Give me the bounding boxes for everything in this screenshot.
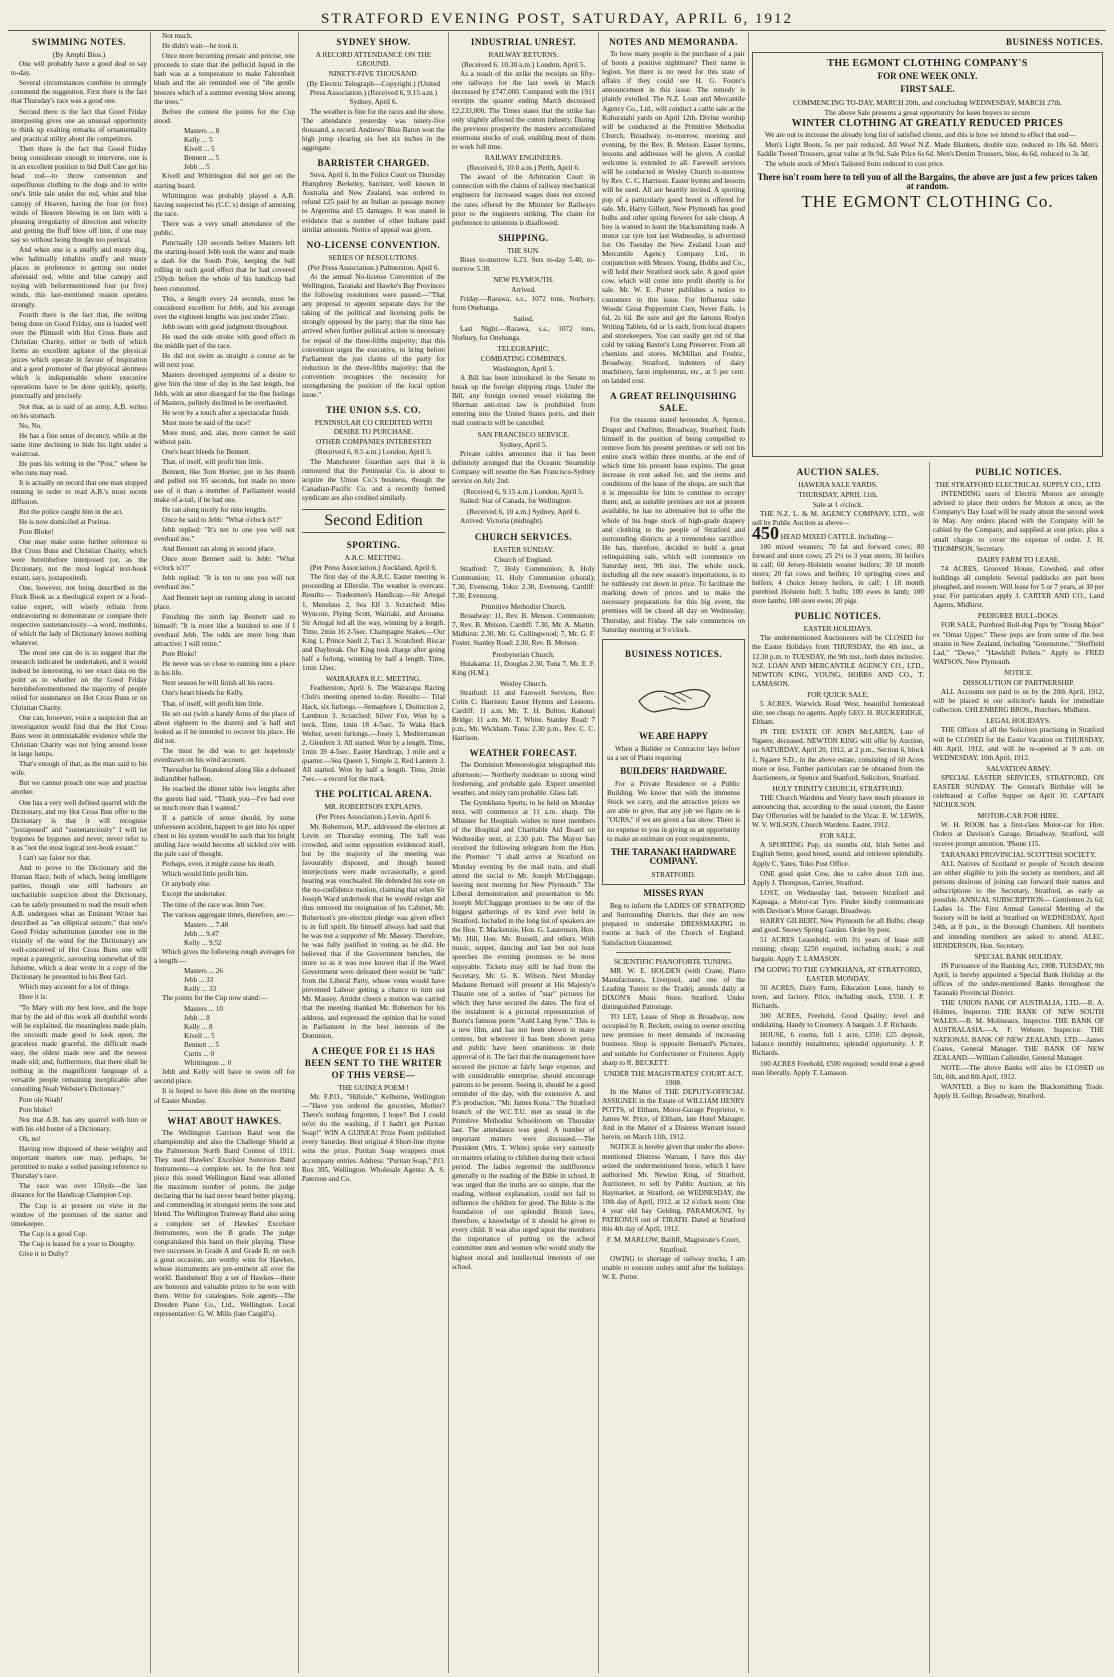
union-sub: PENINSULAR CO CREDITED WITH DESIRE TO PURCHASE. [314,418,433,437]
swimming-paragraph: That, of itself, will profit him little. [162,458,264,467]
score-row: Kivell ... 5 [184,145,215,154]
thursday: THURSDAY, APRIL 11th. [798,490,878,500]
political-credit: (Per Press Association.) Levin, April 6. [315,812,432,822]
piano-heading: SCIENTIFIC PIANOFORTE TUNING. [613,956,734,966]
swimming-heading: SWIMMING NOTES. [31,37,126,47]
first-sale: FIRST SALE. [900,84,955,95]
swimming-paragraph: One can, however, voice a suspicion that an investigation would find that the Hot Cross Buns were in unmistakable evidence while the Christian Charity was not lying around loose in large lumps. [11,713,147,759]
quick-text: 5 ACRES, Warwick Road West, beautiful homestead site; see cheap; no agents. Apply GEO. H. BUCKERIDGE, Eltham. [752,699,924,727]
unrest-sub: RAILWAY RETURNS. [488,50,559,59]
cow-text: ONE good quiet Cow, due to calve about 11th inst. Apply J. Thompson, Carrier, Stratford. [752,869,924,887]
points-table [154,127,295,172]
winter-heading: WINTER CLOTHING AT GREATLY REDUCED PRICES [791,118,1064,130]
happy-text: When a Builder or Contractor lays before us a set of Plans requiring [607,744,740,762]
swimming-paragraph: Not much. [162,32,193,40]
auction-heading: AUCTION SALES. [796,467,880,477]
unrest-credit: (Received 6, 10.30 a.m.) London, April 5. [461,60,586,70]
house-text: HOUSE, 6 rooms, full 1 acre, £350; £25 deposit, balance monthly instalments; splendid opportunity. J. P. Richards. [752,1031,924,1058]
score-row: Jebb ... 8 [184,1013,210,1022]
union-sub2: OTHER COMPANIES INTERESTED [315,437,432,447]
times-table [154,921,295,948]
weather-text: The Dominion Meteorologist telegraphed this afternoon:— Northerly moderate to strong wind freshening, and probable gale. Expect unsettled weather, and misty rain probable. Glass fall. [452,761,595,797]
swimming-paragraph: Once he said to Jebb: "What o'clock is't?" [162,515,283,524]
sailed-text: Last Night.—Rarawa, s.s., 1072 tons, Norbury, for Onehunga. [452,324,595,342]
public-notices-column [929,462,1106,1673]
swimming-paragraph: The Cup is a good Cup. [19,1229,88,1238]
swimming-paragraph: I can't say fairer nor that. [19,854,91,863]
swimming-paragraph: One may make some further reference to Hot Cross Buns and Christian Charity, which were hereinbefore interposed (or, as the Dictionary, not the most logical text-book extant, says, juxtaposited). [11,537,147,583]
estate-text: IN THE ESTATE OF JOHN McLAREN, Late of Ngaere, deceased. NEWTON KING will offer by Auction, on SATURDAY, April 20, 1912, at 2 p.m., Section 6, block 1, Ngaere S.D., in the above estate, consisting of 60 Acres more or less. Further particulars can be obtained from the Auctioneers, or Spence and Stanford, Solicitors, Stratford. [752,728,924,782]
arc-credit: (Per Press Association.) Auckland, April 6. [310,563,437,573]
acres50-text: 50 ACRES, Dairy Farm, Education Lease, handy to town, and factory. Price, including stock, £550. J. P. Richards. [752,983,924,1010]
business-notices-header: BUSINESS NOTICES. [1005,37,1103,47]
sanfran-credit2: (Received 6, 9.15 a.m.) London, April 5. [463,487,584,497]
score-row: Masters ... 26 [184,967,223,976]
wanted-text: WANTED, a Boy to learn the Blacksmithing Trade. Apply H. Gollop, Broadway, Stratford. [933,1083,1104,1101]
swimming-paragraph: The Cup is at present on view in the window of the premises of the starter and timekeeper. [11,1201,147,1228]
swimming-paragraph: He has a fine sense of decency, while at the same time declining to hide his light under a waistcoat. [11,431,147,459]
church-meth-text: Broadway: 11, Rev. B. Metson. Communion; 7, Rev. B. Metson. Cardiff: 7.30, Mr. A. Martin. Midhirst: 2.30, Mr. G. Collingwood; 7, Mr. G. F. Foster. Stanley Road: 2.30, Rev. B. Metson. [452,612,595,648]
swimming-paragraph: If a particle of sense should, by some unforeseen accident, happen to get into his upper chest to his system would be such that his bright smiling face would become all sickled o'er with the pale cast of thought. [154,813,295,859]
combines-credit: Washington, April 5. [492,363,555,373]
relinq-text: For the reasons stated hereunder, A. Spence, Draper and Outfitter, Broadway, Stratford, finds himself in the position of being compelled to remove from his present premises or sell out his entire stock within three months, at the end of which time his present lease expires. The great increase in rent asked for, and the terms and conditions of the lease of the shops, are such that it is impossible for him to continue to occupy them; and, as suitable premises are not at present available, he has no alternative but to offer the whole of his huge stock of high-grade drapery and clothing to the people of Stratford and surrounding districts at a tremendous sacrifice. He has, therefore, decided to hold a great relinquishing sale, which will commence on Saturday next, 9th inst. The whole stock, including all the new season's importations, is to be ruthlessly cut down in price. To facilitate the marking down of prices and to make the necessary preparations for this big event, the premises will be closed all day on Wednesday, Thursday, and Friday. The sale commences on Saturday morning at 9 o'clock. [602,416,745,634]
commencing: COMMENCING TO-DAY, MARCH 20th, and concluding WEDNESDAY, MARCH 27th. [793,98,1062,108]
hawkes-text: The Wellington Garrison Band won the championship and also the Challenge Shield at the Palmerston North Band Contest of 1911. They used Hawkes' Excelsior Sonorous Band Instruments—a complete set. In the first test piece this noted Wellington Band was allotted the maximum number of points, the judge declaring that he had never heard better playing, and commending in strongest terms the tone and blend. The Wellington Tramway Band also using a complete set of Hawkes' Excelsior Instruments, won the B grade. The judge congratulated this band on their playing. These two successes in Grade A and Grade B, on such a great occasion, are worthy wins for Hawkes, whose instruments are pre-eminent all over the world. Bandsmen! Buy a set of Hawkes—there are honours and valuable prizes to be won with them. Write for catalogues. Sole agents—The Dresden Piano Co., Ltd., Wellington. Local representative: G. W. Mills (late Cargill's). [154,1128,295,1319]
salvation-text: SPECIAL EASTER SERVICES, STRATFORD, ON EASTER SUNDAY. The General's Birthday will be celebrated at Coffee Supper on April 10. CAPTAIN NICHOLSON. [933,773,1104,810]
score-row: Kelly ... 5 [184,136,213,145]
notice-text: NOTICE is hereby given that under the above-mentioned Distress Warrant, I have this day seized the undermentioned horse, which I have authorised Mr. Newton King, of Stratford, Auctioneer, to sell by Public Auction, at his Haymarket, at Stratford, on WEDNESDAY, the 10th day of April, 1912, at 12 o'clock noon: One 4 year old bay Gelding, PARAMOUNT, by PATRONUS out of TIRATH. Dated at Stratford this 4th day of April, 1912. [602,1143,745,1234]
hawera: HAWERA SALE YARDS. [798,480,878,489]
forsale-heading: FOR SALE. [819,831,857,841]
swimming-paragraph: Thereafter he floundered along like a defeated indiarubber balloon. [154,766,295,784]
sanfran-credit3: (Received 6, 10 a.m.) Sydney, April 6. [466,507,581,517]
unrest-text: As a result of the strike the receipts on fifty-one railways for the last week in March decreased by £747,000. Compared with the 1911 receipts the quarter ending March decreased £2,233,000. The Times states that the strike has only slightly affected the cotton industry. During the previous prosperity the masters accumulated enormous stocks of coal, enabling most of them to work full time. [452,70,595,151]
swimming-paragraph: It is actually on record that one man stopped running in order to read A.B.'s most recent diffusion. [11,479,147,506]
score-row: Curtis ... 0 [184,1050,215,1059]
swimming-paragraph: He set out (with a handy Arms of the place of about eighteen to the dozen) and 'a half and looked as if he intended to recover his place. He did not. [154,709,295,745]
score-row: Kivell ... 5 [184,1031,215,1040]
swimming-paragraph: Give it to Dufty? [19,1250,68,1258]
business-heading: BUSINESS NOTICES. [624,648,723,659]
magistrate-heading: UNDER THE MAGISTRATES' COURT ACT, 1908. [603,1068,744,1087]
swimming-paragraph: Jebb and Kelly will have to swim off for second place. [154,1068,295,1086]
taranaki-heading: THE TARANAKI HARDWARE COMPANY. [610,846,737,866]
swimming-byline: (By Amphi Bios.) [52,50,106,59]
swimming-paragraph: Which may account for a lot of things. [19,983,130,992]
church-pres: Presbyterian Church. [492,649,555,659]
church-meth: Primitive Methodist Church. [481,602,566,612]
swimming-paragraph: More must; and, alas, more cannot be said without pain. [154,428,295,447]
sale-time: Sale at 1 o'clock. [812,500,864,510]
swimming-paragraph: One has a very well defined quarrel with the Dictionary, and my Hot Cross Bun offer to the Dictionary is that it will recognise "juxtaposed" and "sustenanciosity" I will let bygones be bygones and never, never refer to it as "not the most logical text-book extant." [11,798,147,852]
notice-heading: NOTICE. [1004,667,1033,677]
swimming-paragraph: Pore Bloke! [19,527,54,536]
dairy-heading: DAIRY FARM TO LEASE. [976,554,1061,564]
sanfran-text2: Sailed: Star of Canada, for Wellington. [460,497,572,506]
sporting-heading: SPORTING. [346,540,401,551]
lost-text: LOST, on Wednesday last, between Stratford and Kapuaga, a Motor-car Tyre. Finder kindly communicate with Davison's Motor Garage, Broadway. [752,888,924,916]
wairarapa-heading: WAIRARAPA R.C. MEETING. [325,674,422,684]
unrest-heading: INDUSTRIAL UNREST. [470,37,577,47]
church-heading: CHURCH SERVICES. [474,531,573,542]
tolet-text: TO LET, Lease of Shop in Broadway, now occupied by R. Beckett, owing to owner erecting new premises to meet demands of increasing business. Shop is opposite Bernard's Pictures, and suitable for Confectioner or Fruiterer. Apply sharp to R. BECKETT. [602,1013,745,1067]
swimming-paragraph: And to prove to the Dictionary and the Human Race, both of which, being intelligent parties, though one still harbours an uncharitable suspicion about the Dictionary, can be safely presumed to read the result when A.B. undergoes what an Eminent Writer has described as "an elliptical seizure," that one's Good Friday substitution (another one in the vicinity of the wind for the Dictionary) are well-conceived of Hot Cross Buns one will repeat a panegyric, savouring somewhat of the fulsome, which a dear wrote in a copy of the Dictionary he presented to his Best Girl. [11,864,147,982]
legal-text: THE Offices of all the Solicitors practising in Stratford will be CLOSED for the Easter Vacation on THURSDAY, 4th April, 1912, and will be re-opened at 9 a.m. on WEDNESDAY, 10th April, 1912. [933,726,1104,762]
swimming-paragraph: The most he did was to get hopelessly overdrawn on his wind account. [154,747,295,765]
swimming-paragraph: One will probably have a good deal to say to-day. [11,60,147,78]
pedigree-text: FOR SALE, Purebred Bull-dog Pups by "Young Major" ex "Omar Upper." These pups are from some of the best strains in New Zealand, including "Greenstone," "Sheffield Lad," "Dowe," "Hawkhill Pellets." Apply to FRED WATSON, New Plymouth. [933,621,1104,666]
easter-heading: EASTER HOLIDAYS. [803,624,873,634]
swimming-paragraph: And Bennett ran along in second place. [162,545,276,554]
magistrate-text: In the Matter of THE DEPUTY-OFFICIAL ASSIGNEE in the Estate of WILLIAM HENRY POTTS, of Eltham, Motor-Garage Proprietor, v. James W. Price, of Eltham, late Hotel Manager. And in the Matter of a Distress Warrant issued herein, on March 11th, 1912. [602,1087,745,1142]
columns [8,32,1106,1673]
swimming-cont-body [154,32,295,1106]
bank-text: IN Pursuance of the Banking Act, 1908, TUESDAY, 9th April, is hereby appointed a Special Bank Holiday at the offices of the under-mentioned Banks throughout the Taranaki Provincial District. [933,961,1104,998]
church-wes: Wesley Church. [499,678,548,688]
swimming-paragraph: It is hoped to have this done on the morning of Easter Monday. [154,1087,295,1105]
swimming-paragraph: There was a very small attendance of the public. [154,219,295,237]
swimming-paragraph: One, however, not being described in the Flock Book as a theological expert or a food-value expert, will wisely refrain from endeavouring to demonstrate or compare their respective sustenanciosity—a word, methinks, of which the lady of Dictionary knows nothing whatever. [11,584,147,647]
union-heading: THE UNION S.S. CO. [325,405,422,416]
sydney-sub2: NINETY-FIVE THOUSAND. [328,69,419,79]
marlow-sign: F. M. MARLOW, Bailiff, Magistrate's Court, Stratford. [606,1235,741,1254]
swimming-paragraph: Perhaps, even, it might cause his death. [162,860,276,869]
swimming-paragraph: The race was over 150yds—the last distance for the Handicap Champion Cup. [11,1182,147,1200]
score-row: Masters ... 8 [184,126,220,135]
no-room-text: There isn't room here to tell you of all the Bargains, the above are just a few prices taken at random. [757,171,1098,192]
score-row: Kelly ... 8 [184,1022,213,1031]
tailored-text: The whole stock of Men's Tailored Suits reduced to cost price. [765,159,945,168]
swimming-paragraph: Pore ole Noah! [19,1095,63,1104]
sun-heading: THE SUN. [507,245,540,255]
barrister-text: Suva, April 6. In the Police Court on Thursday Humphrey Berkeley, barrister, well known in Australia and New Zealand, was ordered to refund £25 paid by an Indian as passage money to Argentina and £5 damages. It was stated in evidence that a number of other Indians paid similar amounts. Notice of appeal was given. [302,171,445,234]
swimming-paragraph: Pore bloke! [19,1105,53,1114]
motor-heading: MOTOR-CAR FOR HIRE. [977,811,1060,821]
swimming-paragraph: Not that A.B. has any quarrel with him or with his old buster of a Dictionary. [11,1115,147,1133]
motor-text: W. H. ROOK has a first-class Motor-car for Hire. Orders at Davison's Garage, Broadway, Stratford, will receive prompt attention. 'Phone 115. [933,821,1104,848]
column-swimming-cont [150,32,298,1673]
swimming-paragraph: Finishing the ninth lap Bennett said to himself: "It is more like a hundred to one if I overhaul Jebb. The odds are more long than attractive; I will retire." [154,612,295,648]
holy-heading: HOLY TRINITY CHURCH, STRATFORD. [772,783,904,793]
dissolution-heading: DISSOLUTION OF PARTNERSHIP. [962,677,1075,687]
swimming-paragraph: Jebb swam with good judgment throughout. [162,322,289,331]
swimming-paragraph: Having now disposed of these weighty and important matters one may, perhaps, be permitted to make a veiled passing reference to Thursday's race. [11,1144,147,1181]
score-row: Masters ... 7.48 [184,920,229,929]
score-row: Kelly ... 9.52 [184,938,222,947]
guinea-heading: A CHEQUE FOR £1 1S HAS BEEN SENT TO THE WRITER OF THIS VERSE— [304,1045,443,1080]
auction-column [749,462,927,1673]
swimming-paragraph: The time of the race was 3min 7sec. [162,900,266,909]
swimming-paragraph: Kivell and Whittington did not get on the starting board. [154,172,295,190]
swimming-paragraph: One's heart bleeds for Kelly. [162,689,244,698]
swimming-paragraph: Next season he will finish all his races. [162,679,275,688]
union-credit: (Received 6, 8.5 a.m.) London, April 5. [315,447,432,457]
score-row: Jebb ... 33 [184,976,214,985]
swimming-paragraph: "To Mary with my best love, and the hope that by the aid of this work all doubtful words will be explained, the meaningless made plain, the uncouth made good to look upon, the graceless made graceful, the difficult made easy, the oldest made new and the newest made old; and, furthermore, that there shall be nothing in the magnificent language of a versatile people remaining inexplicable after consulting Noah Webster's Dictionary." [11,1003,147,1094]
church-eng-text: Stratford: 7, Holy Communion; 8, Holy Communion; 11, Holy Communion (choral); 7.30, Evensong. Toko: 2.30, Evensong. Cardiff: 7.30, Evensong. [452,564,595,600]
swimming-paragraph: Bennett, like Tom Horner, put in his thumb and pulled out 95 seconds, but made no more use of it than a member of Parliament would make of a-tail, if he had one. [154,468,295,504]
newply-heading: NEW PLYMOUTH. [493,275,554,285]
nolicense-sub: SERIES OF RESOLUTIONS. [328,252,419,262]
swimming-paragraph: That's enough of that, as the man said to his wife. [11,760,147,778]
swimming-body [11,60,147,1259]
notes-heading: NOTES AND MEMORANDA. [609,37,738,47]
swimming-paragraph: He used the side stroke with good effect in the middle part of the race. [154,333,295,351]
church-wes-text: Stratford: 11 and Farewell Services, Rev. Colin C. Harrison; Easter Hymns and Lessons. Cardiff: 11 a.m. Mr. T. H. Bolton. Kahouri Bridge: 11 a.m. Mr. T. White. Stanley Road: 7 p.m., Mr. Wickham. Tuna: 2.30 p.m., Rev. C. C. Harrison. [452,688,595,743]
quick-heading: FOR QUICK SALE. [807,689,869,699]
builders-text: For a Private Residence or a Public Building. We know that with the immense Stock we carry, and the attractive prices we are able to give, that any job we figure on is "OURS," if we are given a fair show. There is no expense to you in giving us an opportunity to make an estimate on your requirements. [607,780,740,843]
swimming-paragraph: One's heart bleeds for Bennett. [162,448,251,457]
legal-heading: LEGAL HOLIDAYS. [986,716,1051,726]
score-row: Bennett ... 5 [184,1040,219,1049]
political-sub: MR. ROBERTSON EXPLAINS. [324,802,423,812]
swimming-paragraph: And Bennett kept on running along in second place. [154,593,295,611]
swimming-paragraph: Jebb replied: "It is ten to one you will not overhaul me." [154,574,295,592]
swimming-paragraph: Which gives the following rough averages for a length:— [154,948,295,966]
combines-heading: COMBATING COMBINES. [480,353,567,363]
nolicense-credit: (Per Press Association.) Palmerston, April 6. [307,262,440,272]
swimming-paragraph: And when one is a snuffy and musty dog, who habitually inhabits snuffy and musty places in preference to getting out under aforesaid red, white and blue canopy and toying with beforementioned four (or five) winds, this last-mentioned reason operates strongly. [11,245,147,309]
swimming-paragraph: Whittington was probably played a A.B. having suspected his (C.C.'s) design of annexing the race. [154,191,295,218]
score-row: Masters ... 10 [184,1004,223,1013]
piano-text: MR. W. E. HOLDEN (with Crane, Piano Manufacturers, Liverpool, and one of the Leading Tuners to the Trade), attends daily at DIXON'S Music Store, Stratford. Under distinguished Patronage. [602,966,745,1012]
engineers-credit: (Received 6, 10.0 a.m.) Perth, April 6. [467,163,580,173]
hardware-ad [602,639,745,885]
electrical-text: INTENDING users of Electric Motors are strongly advised to place their orders for Motors at once, as the Company's Day Load will be ready about the second week in May. Any orders placed with the Company will be cabled by the Company, and supplied at cost price, plus a small charge to cover the expense of order. J. H. THOMPSON, Secretary. [933,490,1104,553]
averages-table [154,967,295,994]
swimming-paragraph: Jebb replied: "It's ten to one you will not overhaul me." [154,525,295,543]
swimming-paragraph: But the police caught him in the act. [19,507,124,516]
nzl-text: THE N.Z. L. & M. AGENCY COMPANY, LTD., will sell by Public Auction as above— [752,510,924,528]
easter-text: The undermentioned Auctioneers will be CLOSED for the Easter Holidays from THURSDAY, the 4th inst., at 12.30 p.m. to TUESDAY, the 9th inst., both dates inclusive. N.Z. LOAN AND MERCANTILE AGENCY CO., LTD., NEWTON KING, YOUNG, HOBBS AND CO., T. LAMASON. [752,634,924,688]
swimming-paragraph: Before the contest the points for the Cup stood: [154,107,295,125]
swimming-paragraph: He puts his writing in the "Post," where he who runs may read. [11,460,147,478]
relinq-heading: A GREAT RELINQUISHING SALE. [610,391,737,414]
masthead: STRATFORD EVENING POST, SATURDAY, APRIL 6, 1912 [8,8,1106,31]
handshake-illustration [634,666,714,726]
swimming-paragraph: Except the undertaker. [162,890,227,899]
swimming-paragraph: He is now domiciled at Porirua. [19,517,111,526]
egmont-ad [752,52,1103,457]
arrived-label: Arrived. [511,285,536,295]
points-now-table [154,1005,295,1069]
weather-heading: WEATHER FORECAST. [469,748,578,759]
swimming-paragraph: He won by a touch after a spectacular finish. [162,408,291,417]
banks-list: THE UNION BANK OF AUSTRALIA, LTD.—R. A. Holmes, Inspector. THE BANK OF NEW SOUTH WALES.—B. M. Molineaux, Inspector. THE BANK OF AUSTRALASIA.—A. F. Webster, Inspector. THE NATIONAL BANK OF NEW ZEALAND, LTD.—James Coates, General Manager. THE BANK OF NEW ZEALAND.—William Callender, General Manager. [933,999,1104,1062]
sailed-label: Sailed. [513,314,534,324]
swimming-paragraph: The most one can do is to suggest that the research indicated be undertaken, and it would indeed be interesting, to see exact data on the point as to whether on the Good Friday hereinbeforementioned the majority of people relied for sustenance on Hot Cross Buns or on Christian Charity. [11,649,147,712]
cattle-heading: HEAD MIXED CATTLE. Including— [780,533,893,542]
shipping-heading: SHIPPING. [498,232,549,243]
owing-text: OWING to shortage of railway trucks, I am unable to execute orders until after the holidays. W. E. Porter. [602,1254,745,1281]
winter-items: Men's Light Boots, 5s per pair reduced. All Wool N.Z. Made Blankets, double size, reduced to 18s 6d. Men's Saddle Tweed Trousers, great value at 9s 9d, Sale Price 6s 6d. Men's Denim Trousers, blue, 4s 6d, reduced to 3s 3d. [757,140,1098,158]
swimming-paragraph: No, No. [19,421,42,430]
political-heading: THE POLITICAL ARENA. [314,789,433,800]
swimming-paragraph: Once more Bennett said to Jebb: "What o'clock is't?" [154,555,295,573]
ryan-heading: MISSES RYAN [643,888,704,899]
swimming-paragraph: That, of itself, will profit him little. [162,699,264,708]
swimming-paragraph: He did not swim as straight a course as he will next year. [154,352,295,370]
swimming-paragraph: Masters developed symptoms of a desire to give him the time of day in the last length, but Jebb, with an utter disregard for the fine feelings of Masters, politely declined to be overhauled. [154,371,295,407]
column-ads [748,32,1106,1673]
swimming-paragraph: Or anybody else. [162,880,211,889]
swimming-paragraph: Pore Bloke! [162,650,197,659]
swimming-paragraph: He never was so close to running into a place in his life. [154,660,295,678]
sanfran-text3: Arrived: Victoria (midnight). [460,517,544,526]
acres300-text: 300 ACRES, Freehold, Good Quality; level and undulating. Handy to Creamery. A bargain. J. P. Richards. [752,1012,924,1030]
egmont-title: THE EGMONT CLOTHING COMPANY'S [827,58,1028,69]
forsale-text: A SPORTING Pup, six months old, Irish Setter and English Setter, good breed, sound, and retriever splendidly. Apply C. Yates, Toko Post Office. [752,841,924,868]
church-sub: EASTER SUNDAY. [493,544,554,554]
guinea-title: THE GUINEA POEM ! [338,1082,409,1092]
church-pres-text: Huiakama: 11, Douglas 2.30, Tuna 7, Mr. E. F. King (H.M.). [452,659,595,677]
sanfran-heading: SAN FRANCISCO SERVICE. [477,429,570,439]
sydney-text: The weather is fine for the races and the show. The attendance yesterday was ninety-five thousand, a record. Andrews' Blue Baron won the high jump clearing six feet six inches in the aggregate. [302,107,445,152]
swimming-paragraph: Must more be said of the race? [162,418,251,427]
swimming-paragraph: The various aggregate times, therefore, are:— [162,910,295,919]
score-row: Jebb ... 5 [184,163,210,172]
political-text: Mr. Robertson, M.P., addressed the electors at Levin on Thursday evening. The hall was crowded, and some opposition evidenced itself, but by the majority of the meeting was favourably disposed, and though heated interjections were made occasionally, a good hearing was vouchsafed. He defended his vote on the no-confidence motion, claiming that when Sir Joseph Ward undertook that he would resign and thus removed the resignation of his Cabinet, Mr. Robertson's pre-election pledge was given effect to in full spirit. He himself always had said that he was not a supporter of Mr. Massey. Therefore, he was fully justified in voting as he did. He believed that if the Government benches, the more so as it was now known that if the Ward Government were defeated there would be "talk" from the Liberal Party, whose votes would have prevented Labour getting a chance to turn out Mr. Massey. Amidst cheers a motion was carried that the meeting thanked Mr. Robertson for his address, and expressed the opinion that he voted in Parliament in the best interests of the Dominion. [302,822,445,1040]
swimming-paragraph: He ran along nicely for nine lengths. [162,505,268,514]
egmont-logo-text: THE EGMONT CLOTHING Co. [801,192,1054,212]
public-notices-b: PUBLIC NOTICES. [975,467,1062,477]
notes-text: To how many people is the purchase of a pair of boots a positive nightmare? Their name is legion. Yet there is no need for this state of affairs if they could see H. G. Foster's announcement in this issue. The remedy is plainly extolled. The N.Z. Loan and Mercantile Agency Co., Ltd., will conduct a cattle sale at the Kohuratahi yards on April 12th. Divine worship will be conducted at the Primitive Methodist Church, Broadway, to-morrow, morning and evening, by the Rev. B. Metson. Easter hymns, lessons and addresses will be given. A cordial welcome is extended to all. Farewell services will be conducted in Wesley Church to-morrow by Rev. C. C. Harrison. Easter hymns and lessons will be used. All are heartily invited. A sporting pup of a particularly good breed is offered for sale. Mr. Harry Gilbert, New Plymouth has good bulbs and other spring flowers for sale cheap. A boy is wanted to learn the blacksmithing trade. A motor car tyre lost last Wednesday, is advertised for. On Tuesday the New Zealand Loan and Mercantile Agency Company Ltd., in conjunction with Messrs. Young, Hobbs and Co., will hold their Stratford stock sale. A good quiet cow, which will come into profit shortly is for sale. Mr. W. E. Porter publishes a notice to customers in this issue. For Influenza take Woods' Great Peppermint Cure, Never Fails. 1s 6d, 2s 6d. Be sure and get the famous Roslyn Writing Tablets, 6d or 1s each, from local drapers and storekeepers. You can easily get rid of that cold by taking Baxter's Lung Preserver. From all chemists and stores. McMillan and Fredric, Broadway, Stratford, indenters of dairy machinery, farm implements, etc., at 5 per cent. on landed cost. [602,50,745,386]
dairy-text: 74 ACRES, Grooved House, Cowshed, and other buildings all complete. Several paddocks are part been ploughed, and resown. Will lease for 5 or 7 years, at 30 per year. For particulars apply J. CARTER AND CO., Land Agents, Midhirst. [933,564,1104,610]
salvation-heading: SALVATION ARMY. [986,763,1051,773]
bank-heading: SPECIAL BANK HOLIDAY. [974,951,1063,961]
swimming-paragraph: The points for the Cup now stand:— [162,994,268,1003]
column-news [298,32,448,1673]
sydney-credit: (By Electric Telegraph—Copyright.) (United Press Association.) (Received 6, 9.15 a.m.) Sydney, April 6. [306,79,441,107]
acres51-text: 51 ACRES Leasehold, with 3½ years of lease still running; cheap; £250 required, including stock; a real bargain. Apply T. LAMASON. [752,936,924,963]
guinea-text: Mr. F.P.O., "Hillside," Kelburne, Wellington—"Have you ordered the groceries, Mother? There's nothing forgotten, I hope? But I could ne'er do the washing, if I hadn't got Puritan Soap!" WIN A GUINEA! Prize Poem published every Saturday. Best original 4 Short-line rhyme wins the prize. Puritan Soap wrappers must accompany entries. Address: "Puritan Soap," P.O. Box 395, Wellington. Wholesale Agents: A. S. Paterson and Co. [302,1092,445,1183]
wairarapa-text: Featherston, April 6. The Wairarapa Racing Club's meeting opened to-day. Results:— Trial Hack, six furlongs.—Semaphore 1, Distinction 2, Lambton 3. Scratched: Silver Fox. Won by a neck. Time, 1min 18 4-5sec. Te Waka Hack Welter, seven furlongs.—Josey 1, Mediterranean 2, Glenfern 3. All started. Won by a length. Time, 1min 39 4-5sec. Easter Handicap, 1 mile and a quarter.—Sea Queen 1, Simple 2, Red Lantern 3. All started. Won by half a length. Time, 2min 7sec.—a record for the track. [302,684,445,784]
pedigree-heading: PEDIGREE BULL-DOGS. [977,611,1060,621]
swimming-paragraph: He reached the dinner table two lengths after the guests had said, "Thank you—I've had ever so much more than I wanted." [154,785,295,812]
public-notices-a: PUBLIC NOTICES. [794,611,882,622]
barrister-heading: BARRISTER CHARGED. [317,158,430,169]
nolicense-heading: NO-LICENSE CONVENTION. [306,239,441,250]
nolicense-text: At the annual No-license Convention of the Wellington, Taranaki and Hawke's Bay Provinces the following resolutions were passed:—"That any proposal to appoint separate days for the taking of the political and licensing polls be strongly opposed by the party; that the time has arrived when further political action is necessary for repeal of the three-fifths majority; that this convention urges the executive, to bring before Parliament the just claims of the party for reduction in the three-fifths majority; that the convention recognises the necessity for strengthening the position of the local option issue." [302,272,445,400]
arrived-text: Friday.—Rarawa, s.s., 1072 tons, Norbury, from Onehunga. [452,295,595,313]
scots-text: ALL Natives of Scotland or people of Scotch descent are either eligible to join the society as members, and all persons desirous of joining can forward their names and subscriptions to the Secretary, Stratford, as early as possible. ANNUAL SUBSCRIPTION— Gentlemen 2s 6d; Ladies 1s. The First Annual General Meeting of the Society will be held at Stratford on WEDNESDAY, April 24th, at 8 p.m., in the Borough Chambers. All members and intending members are asked to attend. ALEC. HENDERSON, Hon. Secretary. [933,859,1104,950]
column-swimming [8,32,150,1673]
swimming-paragraph: Then there is the fact that Good Friday being considerate enough to intervene, one is in an excellent position to bid Dull Care get his head rod—to throw convention and superfluous clothing to the dogs and to write one's little tale under the red, white and blue canopy of Heaven, having the four (or five) winds of Heaven blowing in on him with a pleasing irregularity of direction and velocity and getting the fluff blew off him, if one may say so without being thought too poetical. [11,144,147,244]
combines-text: A Bill has been introduced in the Senate to break up the foreign shipping rings. Under the Bill, any foreign owned vessel violating the Sherman anti-trust law is prohibited from entering into the United States ports, and their mail contracts will be cancelled. [452,374,595,428]
swimming-paragraph: Not that, as is said of an army, A.B. writes on his stomach. [11,402,147,420]
cattle-count: 450 [752,523,779,544]
scots-heading: TARANAKI PROVINCIAL SCOTTISH SOCIETY. [940,849,1097,859]
happy-heading: WE ARE HAPPY [638,730,708,741]
cattle-list: 100 mixed weaners; 70 fat and forward cows; 80 forward and store cows; 25 2½ to 3 year steers; 30 heifers in calf; 60 Jersey-Holstein weaner heifers; 30 18 month steers; 20 fat cows and heifers; 10 springing cows and heifers; 4 choice Jersey heifers, in calf; 1 18 month purebred Holstein bull; 5 bulls; 100 ewes in lamb; 100 store lambs; 180 store ewes; 20 pigs. [752,542,924,606]
swimming-paragraph: Which would little profit him. [162,870,249,879]
sydney-sub: A RECORD ATTENDANCE ON THE GROUND. [315,50,432,69]
misc-text: The Gymkhana Sports, to be held on Monday next, will commence at 11 a.m. sharp. The Minister for Hospitals wishes to meet members of the Hospital and Charitable Aid Board on Wednesday next, at 2.30 p.m. The Mayor has received the following telegram from the Hon. the Premier: "I shall arrive at Stratford on Monday evening by the mail train, and shall attend the social to Mr. Joseph McCluggage, leaving next morning for New Plymouth." The Liberal demonstration and presentation to Mr. Joseph McCluggage promises to be one of the biggest gatherings of its kind ever held in Stratford. Included in the long list of speakers are the Hon. T. Mackenzie, Hon. G. Laurenson, Hon. Mr. Hill, Hon. Mr. Russell, and others. With music, supper, dancing and last but not least speeches the evening promises to be most enjoyable. Tickets may still be had from the Secretary, Mr. G. K. Wilson. Next Monday Madame Bernard will present at His Majesty's Theatre one of a series of "star" pictures for which they have secured the dates. The first of the instalment is a pictorial representation of Burns's famous poem "Auld Lang Syne." This is a new film, and has not been shown in many centres, but wherever it has been shown press and public have been unanimous in their approval of it. The fact that the management have secured the picture at fairly large expense, and with considerable enterprise, should encourage patrons to be present. Seeing it, should be a good reminder of the day, with the extensive A. and P.'s production, "Mr. James Kona." The Stratford branch of the W.C.T.U. met as usual in the Primitive Methodist Schoolroom on Thursday last. The attendance was good. A number of important matters were discussed.—The President (Mrs. T. White) spoke very earnestly on matters relating to children during their school period. The ladies regretted the indifference generally to the reading of the Bible in school. It was urged that the truths are so simple, that the reading, without explanation, could not fail to influence the children for good. The Bible is the foundation of our splendid British laws, therefore, a knowledge of it should be given to every child. It was also urged upon the members the importance of putting on the school committee men and women who would study the highest moral and intellectual interests of our school. [452,798,595,1271]
swimming-paragraph: Oh, no! [19,1134,41,1143]
swimming-paragraph: Once more becoming prosaic and precise, one proceeds to state that the pellucid liquid in the bath was at a temperature to make Fahrenheit blush and the air reminded one of "the gentle breezes which of a summer evening blow among the trees." [154,52,295,106]
swimming-paragraph: The Cup is leased for a year to Dougthy. [19,1239,136,1248]
taranaki-sub: STRATFORD. [651,869,696,879]
union-text: The Manchester Guardian says that it is rumoured that the Peninsular Co. is about to acquire the Union Co.'s business, though the Canadian-Pacific Co. and a recently formed syndicate are also credited similarly. [302,457,445,502]
swimming-paragraph: Several circumstances combine to strongly commend the suggestion. First there is the fact that Thursday's race was a good one. [11,79,147,106]
telegraphic-label: TELEGRAPHIC. [497,343,550,353]
church-eng: Church of England. [494,554,553,564]
one-week: FOR ONE WEEK ONLY. [877,71,978,82]
above-sale: The above Sale presents a great opportunity for keen buyers to secure [824,108,1031,118]
score-row: Bennett ... 5 [184,154,219,163]
engineers-heading: RAILWAY ENGINEERS. [484,153,563,163]
gymkhana-text: I'M GOING TO THE GYMKHANA, AT STRATFORD, EASTER MONDAY. [754,964,922,983]
sanfran-credit: Sydney, April 5. [499,439,548,449]
sanfran-text: Private cables announce that it has been definitely arranged that the Oceanic Steamship Company will resume the San Francisco-Sydney service on July 2nd. [452,449,595,486]
swimming-paragraph: Punctually 120 seconds before Masters left the starting-board Jebb took the water and made a dash for the South Pole, keeping the ball rolling in such good effect that he had covered 150yds before the whole of his handicap had been consumed. [154,239,295,293]
electrical-heading: THE STRATFORD ELECTRICAL SUPPLY CO., LTD. [935,480,1102,489]
engineers-text: The award of the Arbitration Court in connection with the claims of railway mechanical engineers for increased wages does not exceed the rates offered by the Minister for Railways prior to the engineers striking. The claim for preference to unionists is disallowed. [452,173,595,227]
swimming-paragraph: This, a length every 24 seconds, must be considered excellent for Jebb, and his average over the eighteen lengths was just under 25sec. [154,294,295,321]
swimming-paragraph: Second there is the fact that Good Friday interposing gives one an unusual opportunity to think up exalting remarks of ornamentality and practical utility about the competitors. [11,107,147,143]
arc-text: The first day of the A.R.C. Easter meeting is proceeding at Ellerslie. The weather is overcast. Results:— Tradesmen's Handicap.—Sir Artegal 1, Menelaus 2, Sea Elf 3. Scratched: Miss Wyncote, Flying Scott, Wairiaki, and Arouana. Sir Artegal led all the way, winning by a length. Time, 2min 16 2-5sec. Champagne Stakes.—Our King 1, Prince Sault 2, Tuci 3. Scratched: Biscar and Daybreak. Our King took charge after going half a furlong, winning by half a length. Time, 1min 12sec. [302,573,445,673]
column-cables [448,32,598,1673]
score-row: Kelly ... 33 [184,985,217,994]
winter-text: We are out to increase the already long list of satisfied clients, and this is how we intend to effect that end— [765,130,1076,139]
dissolution-text: ALL Accounts not paid to us by the 20th April, 1912, will be placed in our solicitor's hands for immediate collection. UHLENBERG BROS., Butchers, Midhirst. [933,688,1104,715]
hawkes-heading: WHAT ABOUT HAWKES. [167,1115,282,1126]
arc-heading: A.R.C. MEETING. [344,553,403,563]
sun-text: Rises to-morrow 6.23. Sets to-day 5.40, to-morrow 5.38. [452,255,595,273]
swimming-paragraph: He didn't wait—he took it. [162,42,239,51]
swimming-paragraph: Here it is: [19,993,48,1002]
sydney-heading: SYDNEY SHOW. [336,37,411,47]
column-notes [598,32,748,1673]
bank-note: NOTE.—The above Banks will also be CLOSED on 5th, 6th, and 8th April, 1912. [933,1063,1104,1081]
holy-text: THE Church Wardens and Vestry have much pleasure in announcing that, according to the usual custom, the Easter Day Offertories will be handed to the Vicar. E. W. LEWIS, W. V. WILSON, Church Wardens. Easter, 1912. [752,793,924,830]
gilbert-text: HARRY GILBERT, New Plymouth for all Bulbs; cheap and good. Snowy Spring Garden. Order by post. [752,917,924,935]
second-edition: Second Edition [302,509,445,533]
score-row: Whittington ... 0 [184,1059,232,1068]
score-row: Jebb ... 9.47 [184,929,219,938]
acres100-text: 100 ACRES Freehold, £500 required; would treat a good man liberally. Apply T. Lamason. [752,1059,924,1077]
swimming-paragraph: Fourth there is the fact that, the writing being done on Good Friday, one is loaded well over the Plimsoll with Hot Cross Buns and Christian Charity, either or both of which forms an excellent agitator of the physical juices which operate in favour of inspiration and a good promoter of that physical alertness which is indispensable where executive operations have to be done quickly, quietly, punctually and precisely. [11,310,147,401]
ryan-text: Beg to inform the LADIES OF STRATFORD and Surrounding Districts, that they are now prepared to undertake DRESSMAKING in rooms at back of the Church of England. Satisfaction Guaranteed. [602,902,745,947]
builders-heading: BUILDERS' HARDWARE. [620,766,727,776]
swimming-paragraph: But we cannot preach one way and practise another. [11,779,147,797]
